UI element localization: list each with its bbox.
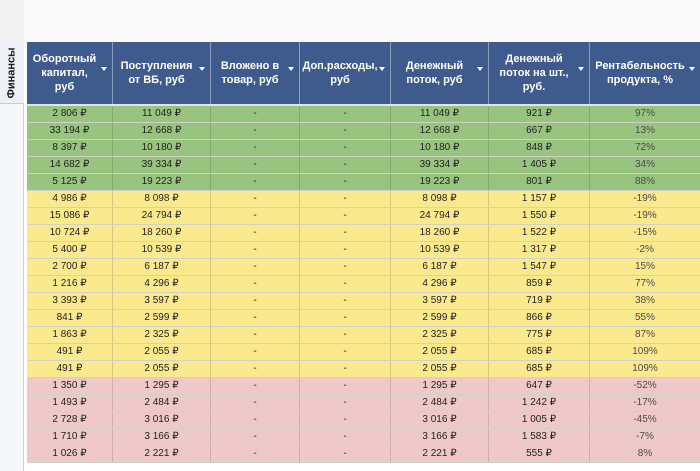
group-sidebar	[0, 0, 24, 471]
group-corner	[0, 0, 24, 42]
cell-extra-expenses[interactable]: -	[300, 293, 391, 309]
cell-wb-receipts[interactable]: 2 325 ₽	[113, 327, 211, 343]
cell-invested[interactable]: -	[211, 378, 300, 394]
cell-cash-flow[interactable]: 39 334 ₽	[391, 157, 489, 173]
cell-extra-expenses[interactable]: -	[300, 378, 391, 394]
cell-cash-flow-per-unit[interactable]: 555 ₽	[489, 446, 590, 462]
cell-cash-flow-per-unit[interactable]: 1 583 ₽	[489, 429, 590, 445]
cell-cash-flow-per-unit[interactable]: 647 ₽	[489, 378, 590, 394]
cell-profitability[interactable]: -45%	[633, 414, 657, 425]
cell-cash-flow[interactable]: 8 098 ₽	[391, 191, 489, 207]
cell-cash-flow[interactable]: 24 794 ₽	[391, 208, 489, 224]
cell-invested[interactable]: -	[211, 106, 300, 122]
filter-dropdown-icon[interactable]	[288, 67, 294, 71]
cell-wb-receipts[interactable]: 2 599 ₽	[113, 310, 211, 326]
cell-cash-flow-per-unit[interactable]: 1 242 ₽	[489, 395, 590, 411]
table-row	[27, 276, 700, 293]
cell-cash-flow[interactable]: 2 325 ₽	[391, 327, 489, 343]
cell-wb-receipts[interactable]: 24 794 ₽	[113, 208, 211, 224]
cell-invested[interactable]: -	[211, 225, 300, 241]
cell-wb-receipts[interactable]: 39 334 ₽	[113, 157, 211, 173]
cell-profitability[interactable]: 38%	[634, 295, 655, 306]
cell-working-capital[interactable]: 1 350 ₽	[27, 378, 113, 394]
cell-working-capital[interactable]: 1 863 ₽	[27, 327, 113, 343]
table-row	[27, 225, 700, 242]
column-header-profitability[interactable]	[590, 42, 700, 104]
table-row	[27, 140, 700, 157]
column-header-label: Доп.расходы, руб	[302, 60, 378, 86]
cell-cash-flow[interactable]: 3 166 ₽	[391, 429, 489, 445]
cell-invested[interactable]: -	[211, 242, 300, 258]
cell-cash-flow[interactable]: 4 296 ₽	[391, 276, 489, 292]
cell-working-capital[interactable]: 10 724 ₽	[27, 225, 113, 241]
table-row	[27, 242, 700, 259]
cell-extra-expenses[interactable]: -	[300, 123, 391, 139]
cell-wb-receipts[interactable]: 3 016 ₽	[113, 412, 211, 428]
cell-working-capital[interactable]: 3 393 ₽	[27, 293, 113, 309]
column-header-label: Вложено в товар, руб	[220, 60, 280, 86]
cell-profitability[interactable]: -15%	[633, 227, 657, 238]
cell-profitability[interactable]: -17%	[633, 397, 657, 408]
table-row	[27, 174, 700, 191]
cell-extra-expenses[interactable]: -	[300, 361, 391, 377]
cell-extra-expenses[interactable]: -	[300, 208, 391, 224]
cell-working-capital[interactable]: 1 710 ₽	[27, 429, 113, 445]
table-header	[27, 42, 700, 104]
table-row	[27, 412, 700, 429]
column-header-wb-receipts[interactable]	[113, 42, 211, 104]
column-header-cash-flow-per-unit[interactable]	[489, 42, 590, 104]
cell-cash-flow-per-unit[interactable]: 685 ₽	[489, 361, 590, 377]
cell-extra-expenses[interactable]: -	[300, 174, 391, 190]
table-row	[27, 123, 700, 140]
column-header-label: Поступления от ВБ, руб	[120, 60, 193, 86]
cell-working-capital[interactable]: 8 397 ₽	[27, 140, 113, 156]
column-header-extra-expenses[interactable]	[300, 42, 391, 104]
table-row	[27, 106, 700, 123]
table-row	[27, 259, 700, 276]
table-body	[27, 106, 700, 463]
cell-profitability[interactable]: -2%	[636, 244, 654, 255]
table-row	[27, 293, 700, 310]
cell-invested[interactable]: -	[211, 123, 300, 139]
cell-extra-expenses[interactable]: -	[300, 395, 391, 411]
cell-wb-receipts[interactable]: 10 180 ₽	[113, 140, 211, 156]
cell-cash-flow-per-unit[interactable]: 685 ₽	[489, 344, 590, 360]
cell-extra-expenses[interactable]: -	[300, 225, 391, 241]
table-row	[27, 446, 700, 463]
cell-cash-flow-per-unit[interactable]: 859 ₽	[489, 276, 590, 292]
cell-profitability[interactable]: 109%	[632, 346, 658, 357]
cell-profitability[interactable]: -7%	[636, 431, 654, 442]
column-header-label: Денежный поток на шт., руб.	[499, 53, 569, 93]
cell-invested[interactable]: -	[211, 446, 300, 462]
cell-wb-receipts[interactable]: 12 668 ₽	[113, 123, 211, 139]
table-row	[27, 310, 700, 327]
cell-profitability[interactable]: -19%	[633, 193, 657, 204]
cell-profitability[interactable]: 55%	[634, 312, 655, 323]
group-label-text: Финансы	[6, 46, 19, 99]
cell-extra-expenses[interactable]: -	[300, 157, 391, 173]
cell-extra-expenses[interactable]: -	[300, 140, 391, 156]
cell-wb-receipts[interactable]: 19 223 ₽	[113, 174, 211, 190]
cell-cash-flow[interactable]: 1 295 ₽	[391, 378, 489, 394]
cell-profitability[interactable]: 72%	[634, 142, 655, 153]
cell-invested[interactable]: -	[211, 412, 300, 428]
cell-working-capital[interactable]: 4 986 ₽	[27, 191, 113, 207]
cell-profitability[interactable]: 8%	[637, 448, 653, 459]
cell-wb-receipts[interactable]: 2 055 ₽	[113, 361, 211, 377]
cell-cash-flow[interactable]: 2 599 ₽	[391, 310, 489, 326]
cell-invested[interactable]: -	[211, 208, 300, 224]
cell-cash-flow[interactable]: 19 223 ₽	[391, 174, 489, 190]
column-header-label: Рентабельность продукта, %	[595, 60, 685, 86]
cell-invested[interactable]: -	[211, 310, 300, 326]
cell-working-capital[interactable]: 2 728 ₽	[27, 412, 113, 428]
cell-cash-flow[interactable]: 3 016 ₽	[391, 412, 489, 428]
cell-wb-receipts[interactable]: 2 484 ₽	[113, 395, 211, 411]
cell-cash-flow-per-unit[interactable]: 1 157 ₽	[489, 191, 590, 207]
cell-extra-expenses[interactable]: -	[300, 106, 391, 122]
cell-invested[interactable]: -	[211, 361, 300, 377]
cell-cash-flow[interactable]: 6 187 ₽	[391, 259, 489, 275]
cell-working-capital[interactable]: 14 682 ₽	[27, 157, 113, 173]
filter-dropdown-icon[interactable]	[101, 67, 107, 71]
cell-working-capital[interactable]: 15 086 ₽	[27, 208, 113, 224]
cell-wb-receipts[interactable]: 10 539 ₽	[113, 242, 211, 258]
cell-working-capital[interactable]: 1 216 ₽	[27, 276, 113, 292]
table-row	[27, 378, 700, 395]
table-row	[27, 191, 700, 208]
cell-profitability[interactable]: 34%	[634, 159, 655, 170]
cell-invested[interactable]: -	[211, 395, 300, 411]
cell-cash-flow-per-unit[interactable]: 1 317 ₽	[489, 242, 590, 258]
table-row	[27, 208, 700, 225]
cell-working-capital[interactable]: 5 400 ₽	[27, 242, 113, 258]
cell-extra-expenses[interactable]: -	[300, 344, 391, 360]
group-label-finance[interactable]	[0, 42, 24, 104]
cell-invested[interactable]: -	[211, 344, 300, 360]
cell-extra-expenses[interactable]: -	[300, 242, 391, 258]
cell-cash-flow[interactable]: 10 539 ₽	[391, 242, 489, 258]
cell-wb-receipts[interactable]: 4 296 ₽	[113, 276, 211, 292]
cell-working-capital[interactable]: 33 194 ₽	[27, 123, 113, 139]
column-header-label: Денежный поток, руб	[405, 60, 464, 86]
cell-invested[interactable]: -	[211, 191, 300, 207]
cell-cash-flow-per-unit[interactable]: 1 005 ₽	[489, 412, 590, 428]
filter-dropdown-icon[interactable]	[379, 67, 385, 71]
cell-profitability[interactable]: -19%	[633, 210, 657, 221]
cell-profitability[interactable]: 15%	[634, 261, 655, 272]
cell-extra-expenses[interactable]: -	[300, 429, 391, 445]
cell-cash-flow[interactable]: 2 055 ₽	[391, 361, 489, 377]
cell-working-capital[interactable]: 1 026 ₽	[27, 446, 113, 462]
cell-working-capital[interactable]: 2 806 ₽	[27, 106, 113, 122]
table-row	[27, 344, 700, 361]
cell-profitability[interactable]: -52%	[633, 380, 657, 391]
cell-extra-expenses[interactable]: -	[300, 446, 391, 462]
cell-invested[interactable]: -	[211, 293, 300, 309]
cell-profitability[interactable]: 109%	[632, 363, 658, 374]
cell-working-capital[interactable]: 5 125 ₽	[27, 174, 113, 190]
cell-wb-receipts[interactable]: 2 055 ₽	[113, 344, 211, 360]
cell-cash-flow-per-unit[interactable]: 719 ₽	[489, 293, 590, 309]
cell-extra-expenses[interactable]: -	[300, 327, 391, 343]
cell-extra-expenses[interactable]: -	[300, 259, 391, 275]
cell-cash-flow[interactable]: 3 597 ₽	[391, 293, 489, 309]
cell-extra-expenses[interactable]: -	[300, 310, 391, 326]
cell-invested[interactable]: -	[211, 140, 300, 156]
cell-wb-receipts[interactable]: 18 260 ₽	[113, 225, 211, 241]
cell-cash-flow-per-unit[interactable]: 848 ₽	[489, 140, 590, 156]
cell-cash-flow[interactable]: 11 049 ₽	[391, 106, 489, 122]
cell-cash-flow[interactable]: 2 055 ₽	[391, 344, 489, 360]
cell-wb-receipts[interactable]: 1 295 ₽	[113, 378, 211, 394]
table-row	[27, 361, 700, 378]
cell-invested[interactable]: -	[211, 327, 300, 343]
cell-cash-flow[interactable]: 2 221 ₽	[391, 446, 489, 462]
cell-wb-receipts[interactable]: 6 187 ₽	[113, 259, 211, 275]
cell-extra-expenses[interactable]: -	[300, 191, 391, 207]
cell-profitability[interactable]: 13%	[634, 125, 655, 136]
cell-extra-expenses[interactable]: -	[300, 412, 391, 428]
filter-dropdown-icon[interactable]	[689, 67, 695, 71]
cell-invested[interactable]: -	[211, 276, 300, 292]
column-header-cash-flow[interactable]	[391, 42, 489, 104]
cell-cash-flow-per-unit[interactable]: 801 ₽	[489, 174, 590, 190]
cell-cash-flow-per-unit[interactable]: 775 ₽	[489, 327, 590, 343]
cell-working-capital[interactable]: 841 ₽	[27, 310, 113, 326]
cell-cash-flow-per-unit[interactable]: 921 ₽	[489, 106, 590, 122]
cell-cash-flow-per-unit[interactable]: 866 ₽	[489, 310, 590, 326]
cell-profitability[interactable]: 87%	[634, 329, 655, 340]
cell-cash-flow[interactable]: 2 484 ₽	[391, 395, 489, 411]
table-row	[27, 429, 700, 446]
column-header-label: Оборотный капитал, руб	[32, 53, 97, 93]
cell-cash-flow-per-unit[interactable]: 1 550 ₽	[489, 208, 590, 224]
cell-invested[interactable]: -	[211, 157, 300, 173]
cell-cash-flow-per-unit[interactable]: 1 405 ₽	[489, 157, 590, 173]
column-header-invested-in-goods[interactable]	[211, 42, 300, 104]
cell-invested[interactable]: -	[211, 429, 300, 445]
cell-profitability[interactable]: 77%	[634, 278, 655, 289]
top-toolbar-strip	[0, 0, 700, 42]
cell-working-capital[interactable]: 491 ₽	[27, 344, 113, 360]
cell-wb-receipts[interactable]: 2 221 ₽	[113, 446, 211, 462]
cell-wb-receipts[interactable]: 3 166 ₽	[113, 429, 211, 445]
table-row	[27, 327, 700, 344]
cell-cash-flow[interactable]: 18 260 ₽	[391, 225, 489, 241]
cell-invested[interactable]: -	[211, 174, 300, 190]
cell-wb-receipts[interactable]: 3 597 ₽	[113, 293, 211, 309]
cell-working-capital[interactable]: 2 700 ₽	[27, 259, 113, 275]
cell-cash-flow-per-unit[interactable]: 1 547 ₽	[489, 259, 590, 275]
cell-cash-flow-per-unit[interactable]: 1 522 ₽	[489, 225, 590, 241]
cell-profitability[interactable]: 97%	[634, 108, 655, 119]
filter-dropdown-icon[interactable]	[477, 67, 483, 71]
cell-profitability[interactable]: 88%	[634, 176, 655, 187]
cell-working-capital[interactable]: 491 ₽	[27, 361, 113, 377]
cell-wb-receipts[interactable]: 8 098 ₽	[113, 191, 211, 207]
cell-cash-flow[interactable]: 12 668 ₽	[391, 123, 489, 139]
column-header-working-capital[interactable]	[27, 42, 113, 104]
cell-extra-expenses[interactable]: -	[300, 276, 391, 292]
cell-working-capital[interactable]: 1 493 ₽	[27, 395, 113, 411]
filter-dropdown-icon[interactable]	[199, 67, 205, 71]
cell-cash-flow[interactable]: 10 180 ₽	[391, 140, 489, 156]
table-row	[27, 395, 700, 412]
cell-wb-receipts[interactable]: 11 049 ₽	[113, 106, 211, 122]
filter-dropdown-icon[interactable]	[578, 67, 584, 71]
cell-invested[interactable]: -	[211, 259, 300, 275]
table-row	[27, 157, 700, 174]
cell-cash-flow-per-unit[interactable]: 667 ₽	[489, 123, 590, 139]
